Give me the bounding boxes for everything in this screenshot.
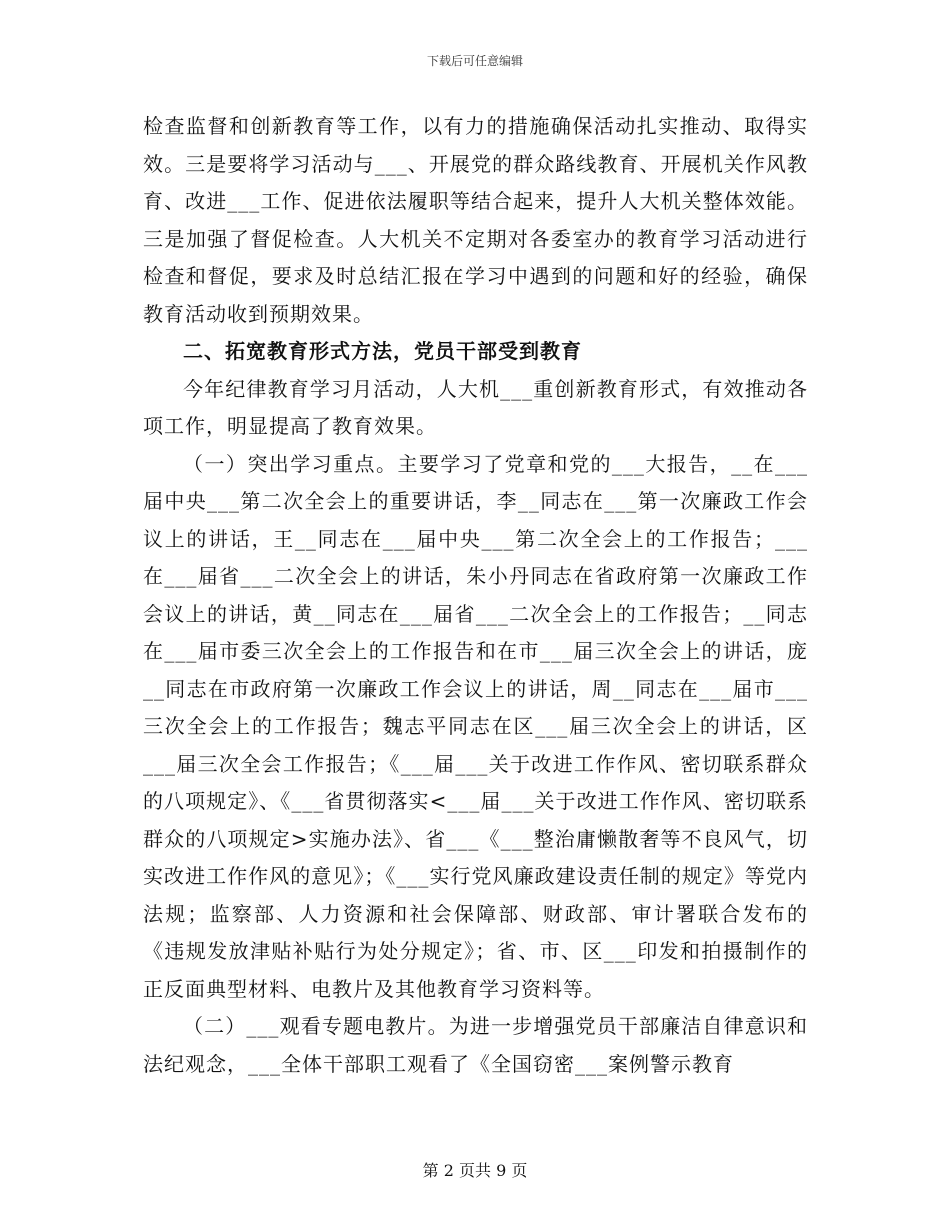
section-heading: 二、拓宽教育形式方法，党员干部受到教育: [183, 339, 582, 363]
page-number: 第 2 页共 9 页: [422, 1161, 528, 1180]
document-body: [143, 108, 808, 1083]
paragraph-intro: 今年纪律教育学习月活动，人大机___重创新教育形式，有效推动各项工作，明显提高了教育效果。: [143, 376, 808, 438]
paragraph-continuation: 检查监督和创新教育等工作，以有力的措施确保活动扎实推动、取得实效。三是要将学习活动与___、开展党的群众路线教育、开展机关作风教育、改进___工作、促进依法履职等结合起来，提升人大机关整体效能。三是加强了督促检查。人大机关不定期对各委室办的教育学习活动进行检查和督促，要求及时总结汇报在学习中遇到的问题和好的经验，确保教育活动收到预期效果。: [143, 114, 808, 326]
paragraph-study-focus: （一）突出学习重点。主要学习了党章和党的___大报告，__在___届中央___第二次全会上的重要讲话，李__同志在___第一次廉政工作会议上的讲话，王__同志在___届中央___第二次全会上的工作报告；___在___届省___二次全会上的讲话，朱小丹同志在省政府第一次廉政工作会议上的讲话，黄__同志在___届省___二次全会上的工作报告；__同志在___届市委三次全会上的工作报告和在市___届三次全会上的讲话，庞__同志在市政府第一次廉政工作会议上的讲话，周__同志在___届市___三次全会上的工作报告；魏志平同志在区___届三次全会上的讲话，区___届三次全会工作报告；《___届___关于改进工作作风、密切联系群众的八项规定》、《___省贯彻落实<___届___关于改进工作作风、密切联系群众的八项规定>实施办法》、省___《___整治庸懒散奢等不良风气，切实改进工作作风的意见》；《___实行党风廉政建设责任制的规定》等党内法规；监察部、人力资源和社会保障部、财政部、审计署联合发布的《违规发放津贴补贴行为处分规定》；省、市、区___印发和拍摄制作的正反面典型材料、电教片及其他教育学习资料等。: [143, 451, 808, 1001]
page-header: 下载后可任意编辑: [426, 54, 523, 68]
paragraph-video-viewing: （二）___观看专题电教片。为进一步增强党员干部廉洁自律意识和法纪观念，___全体干部职工观看了《全国窃密___案例警示教育: [143, 1014, 808, 1076]
